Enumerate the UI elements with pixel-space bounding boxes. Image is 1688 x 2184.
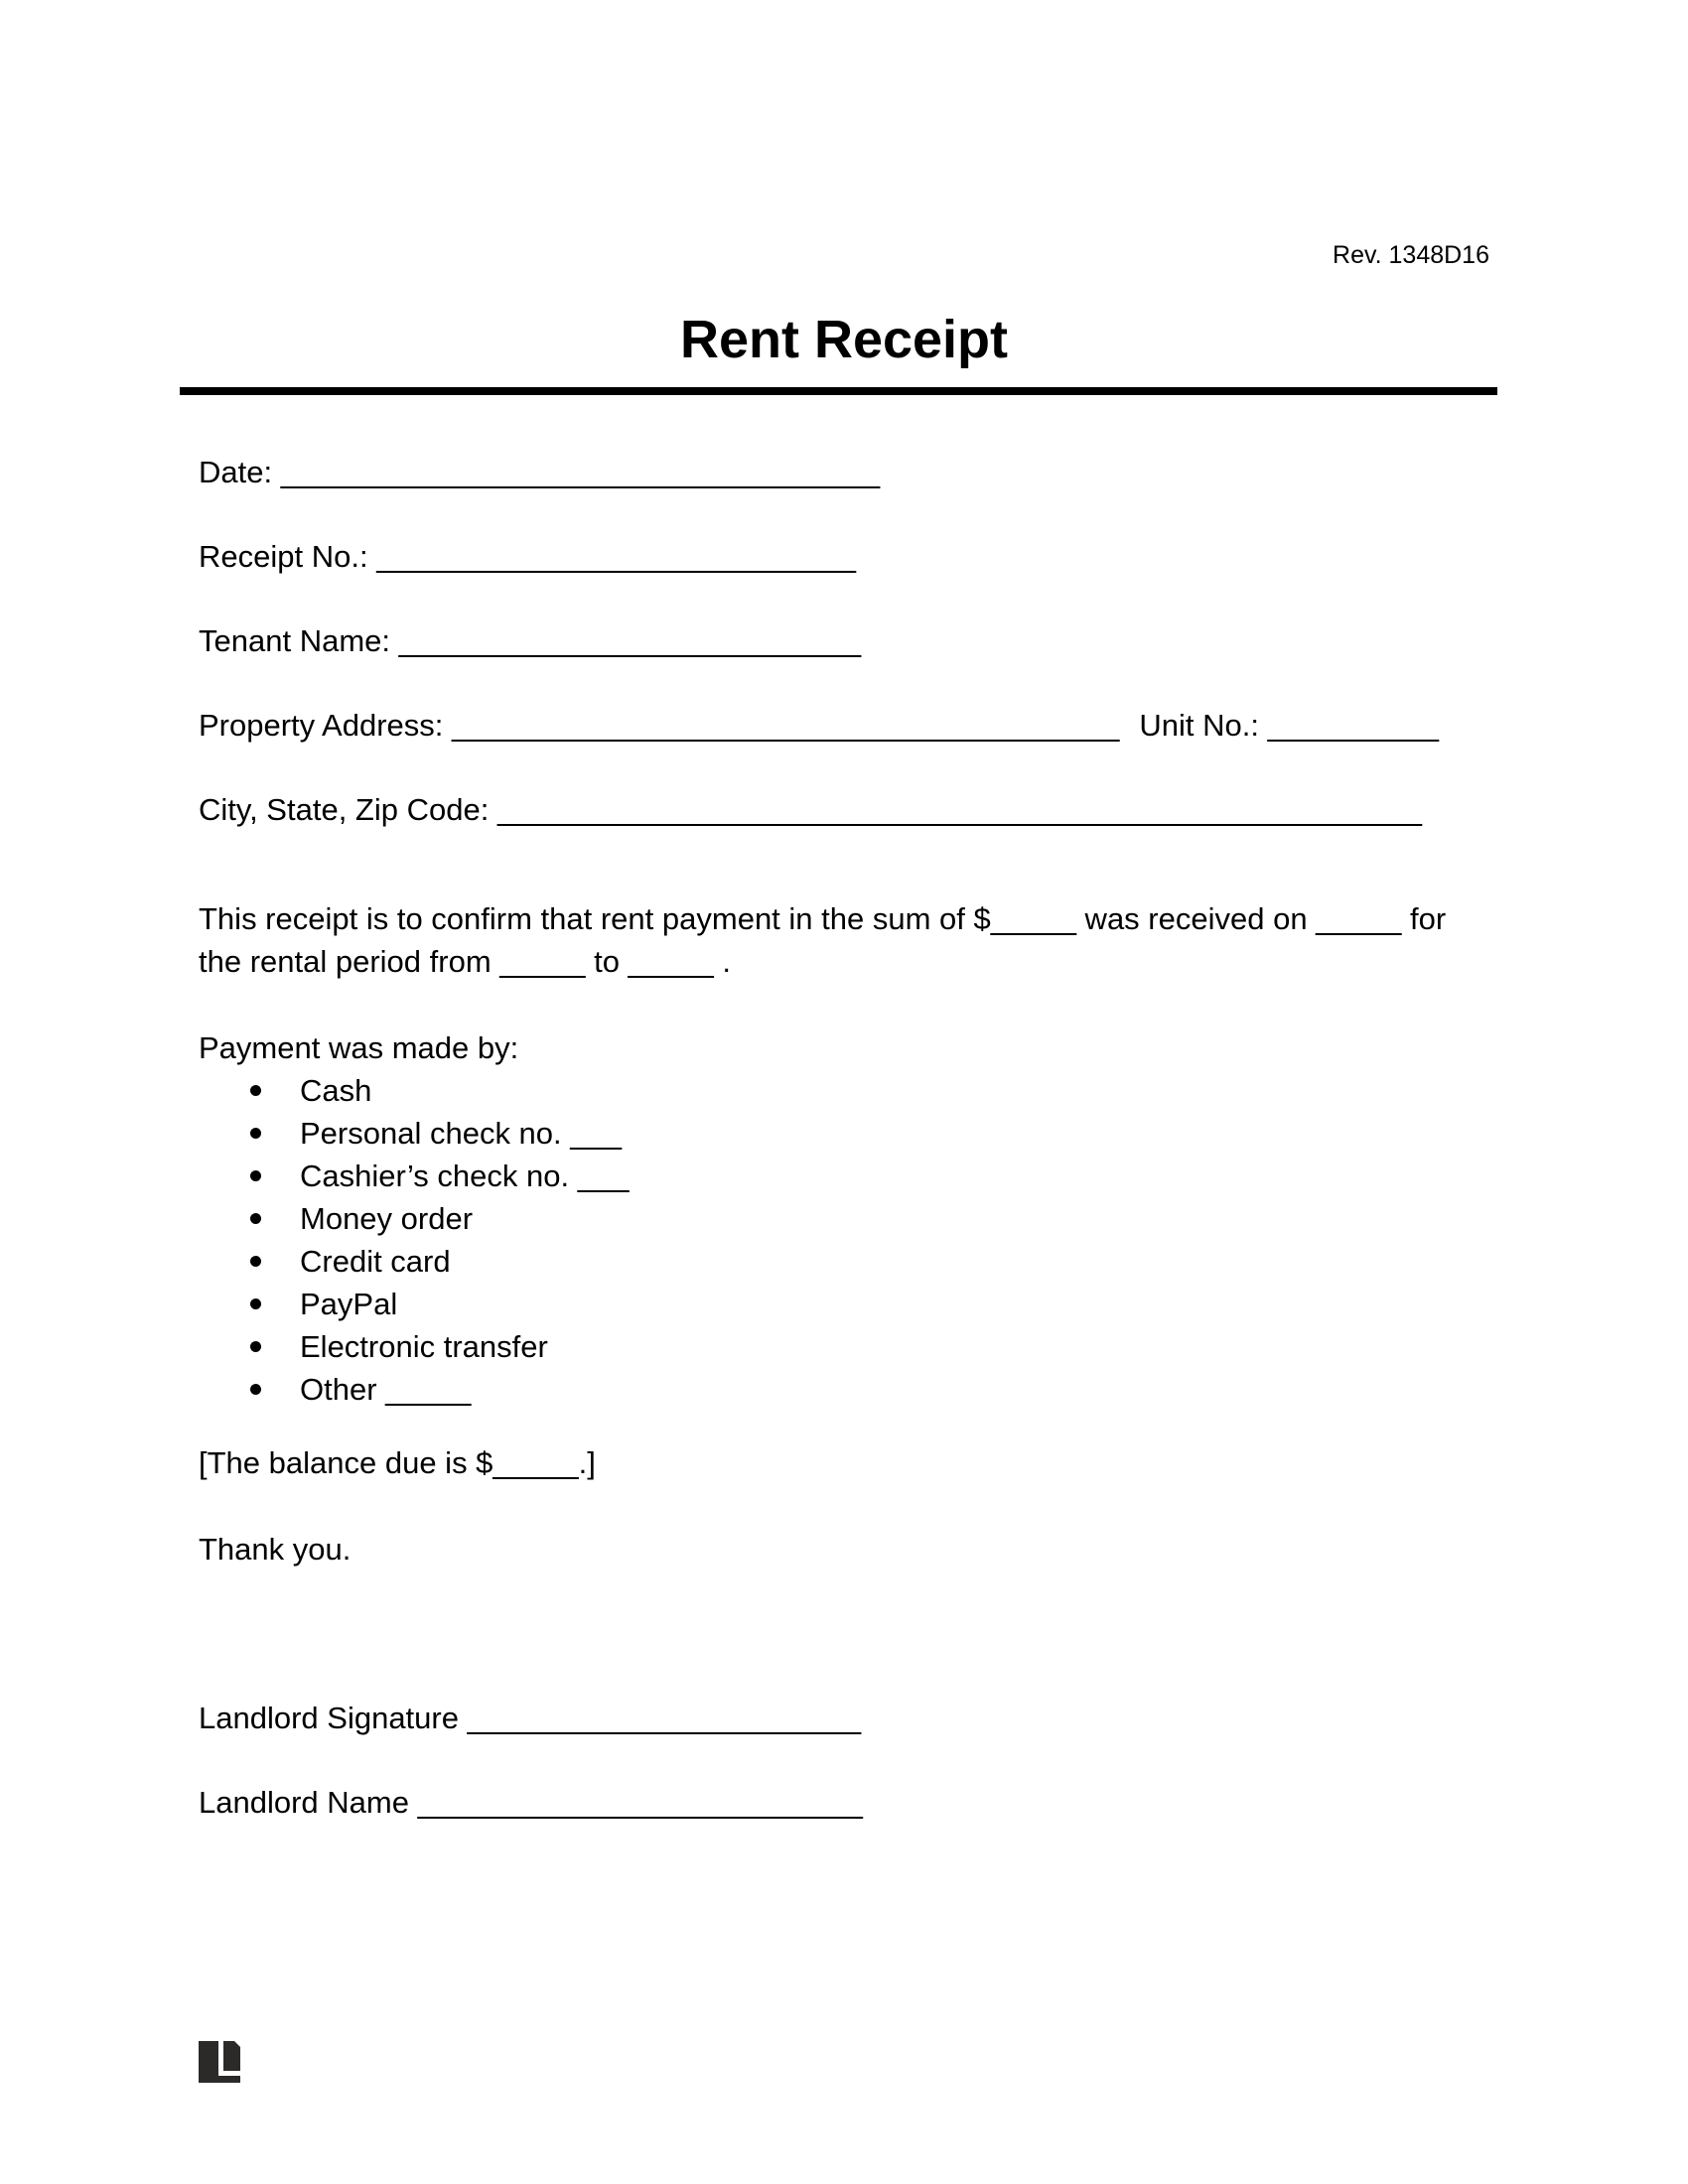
confirmation-paragraph (199, 897, 1446, 983)
balance-due-line: [The balance due is $_____.] (199, 1445, 596, 1480)
landlord-signature-label: Landlord Signature (199, 1701, 459, 1735)
payment-method-label: PayPal (300, 1287, 398, 1321)
property-address-blank: _______________________________________ (443, 708, 1120, 743)
receipt-no-label: Receipt No.: (199, 539, 368, 574)
legal-templates-logo (199, 2041, 240, 2083)
tenant-name-label: Tenant Name: (199, 623, 390, 658)
confirmation-line-1: This receipt is to confirm that rent payment in the sum of $_____ was received on _____ for (199, 901, 1447, 936)
date-blank: ___________________________________ (272, 455, 881, 489)
landlord-signature-blank: _______________________ (458, 1701, 862, 1735)
landlord-name-row (199, 1781, 863, 1824)
city-state-zip-row (199, 788, 1422, 831)
property-address-row (199, 704, 1439, 747)
tenant-name-blank: ___________________________ (390, 623, 862, 658)
payment-method-label: Cash (300, 1073, 372, 1108)
unit-no-blank: __________ (1259, 708, 1440, 743)
landlord-signature-row (199, 1697, 861, 1739)
payment-method-item (199, 1197, 629, 1240)
payment-method-label: Cashier’s check no. ___ (300, 1159, 630, 1193)
receipt-no-row (199, 535, 856, 578)
confirmation-line-2: the rental period from _____ to _____ . (199, 944, 731, 979)
payment-method-heading: Payment was made by: (199, 1030, 519, 1065)
property-address-label: Property Address: (199, 708, 444, 743)
payment-method-label: Electronic transfer (300, 1329, 548, 1364)
date-row (199, 451, 880, 493)
payment-method-item (199, 1325, 629, 1368)
revision-label: Rev. 1348D16 (1333, 241, 1489, 269)
city-state-zip-label: City, State, Zip Code: (199, 792, 490, 827)
payment-method-label: Personal check no. ___ (300, 1116, 622, 1151)
unit-no-label: Unit No.: (1139, 708, 1260, 743)
title-divider (180, 387, 1497, 395)
payment-method-item (199, 1155, 629, 1197)
payment-method-list (199, 1069, 629, 1411)
date-label: Date: (199, 455, 273, 489)
document-title: Rent Receipt (679, 310, 1009, 369)
receipt-no-blank: ____________________________ (367, 539, 856, 574)
thank-you-line: Thank you. (199, 1532, 352, 1567)
tenant-name-row (199, 619, 861, 662)
payment-method-item (199, 1112, 629, 1155)
landlord-name-blank: __________________________ (408, 1785, 863, 1820)
legal-templates-logo-icon (199, 2041, 240, 2083)
payment-method-label: Money order (300, 1201, 474, 1236)
payment-method-item (199, 1283, 629, 1325)
payment-method-label: Credit card (300, 1244, 451, 1279)
payment-method-item (199, 1069, 629, 1112)
city-state-zip-blank: ______________________________________________________ (489, 792, 1422, 827)
payment-method-label: Other _____ (300, 1372, 472, 1407)
landlord-name-label: Landlord Name (199, 1785, 409, 1820)
payment-method-item (199, 1240, 629, 1283)
payment-method-item (199, 1368, 629, 1411)
